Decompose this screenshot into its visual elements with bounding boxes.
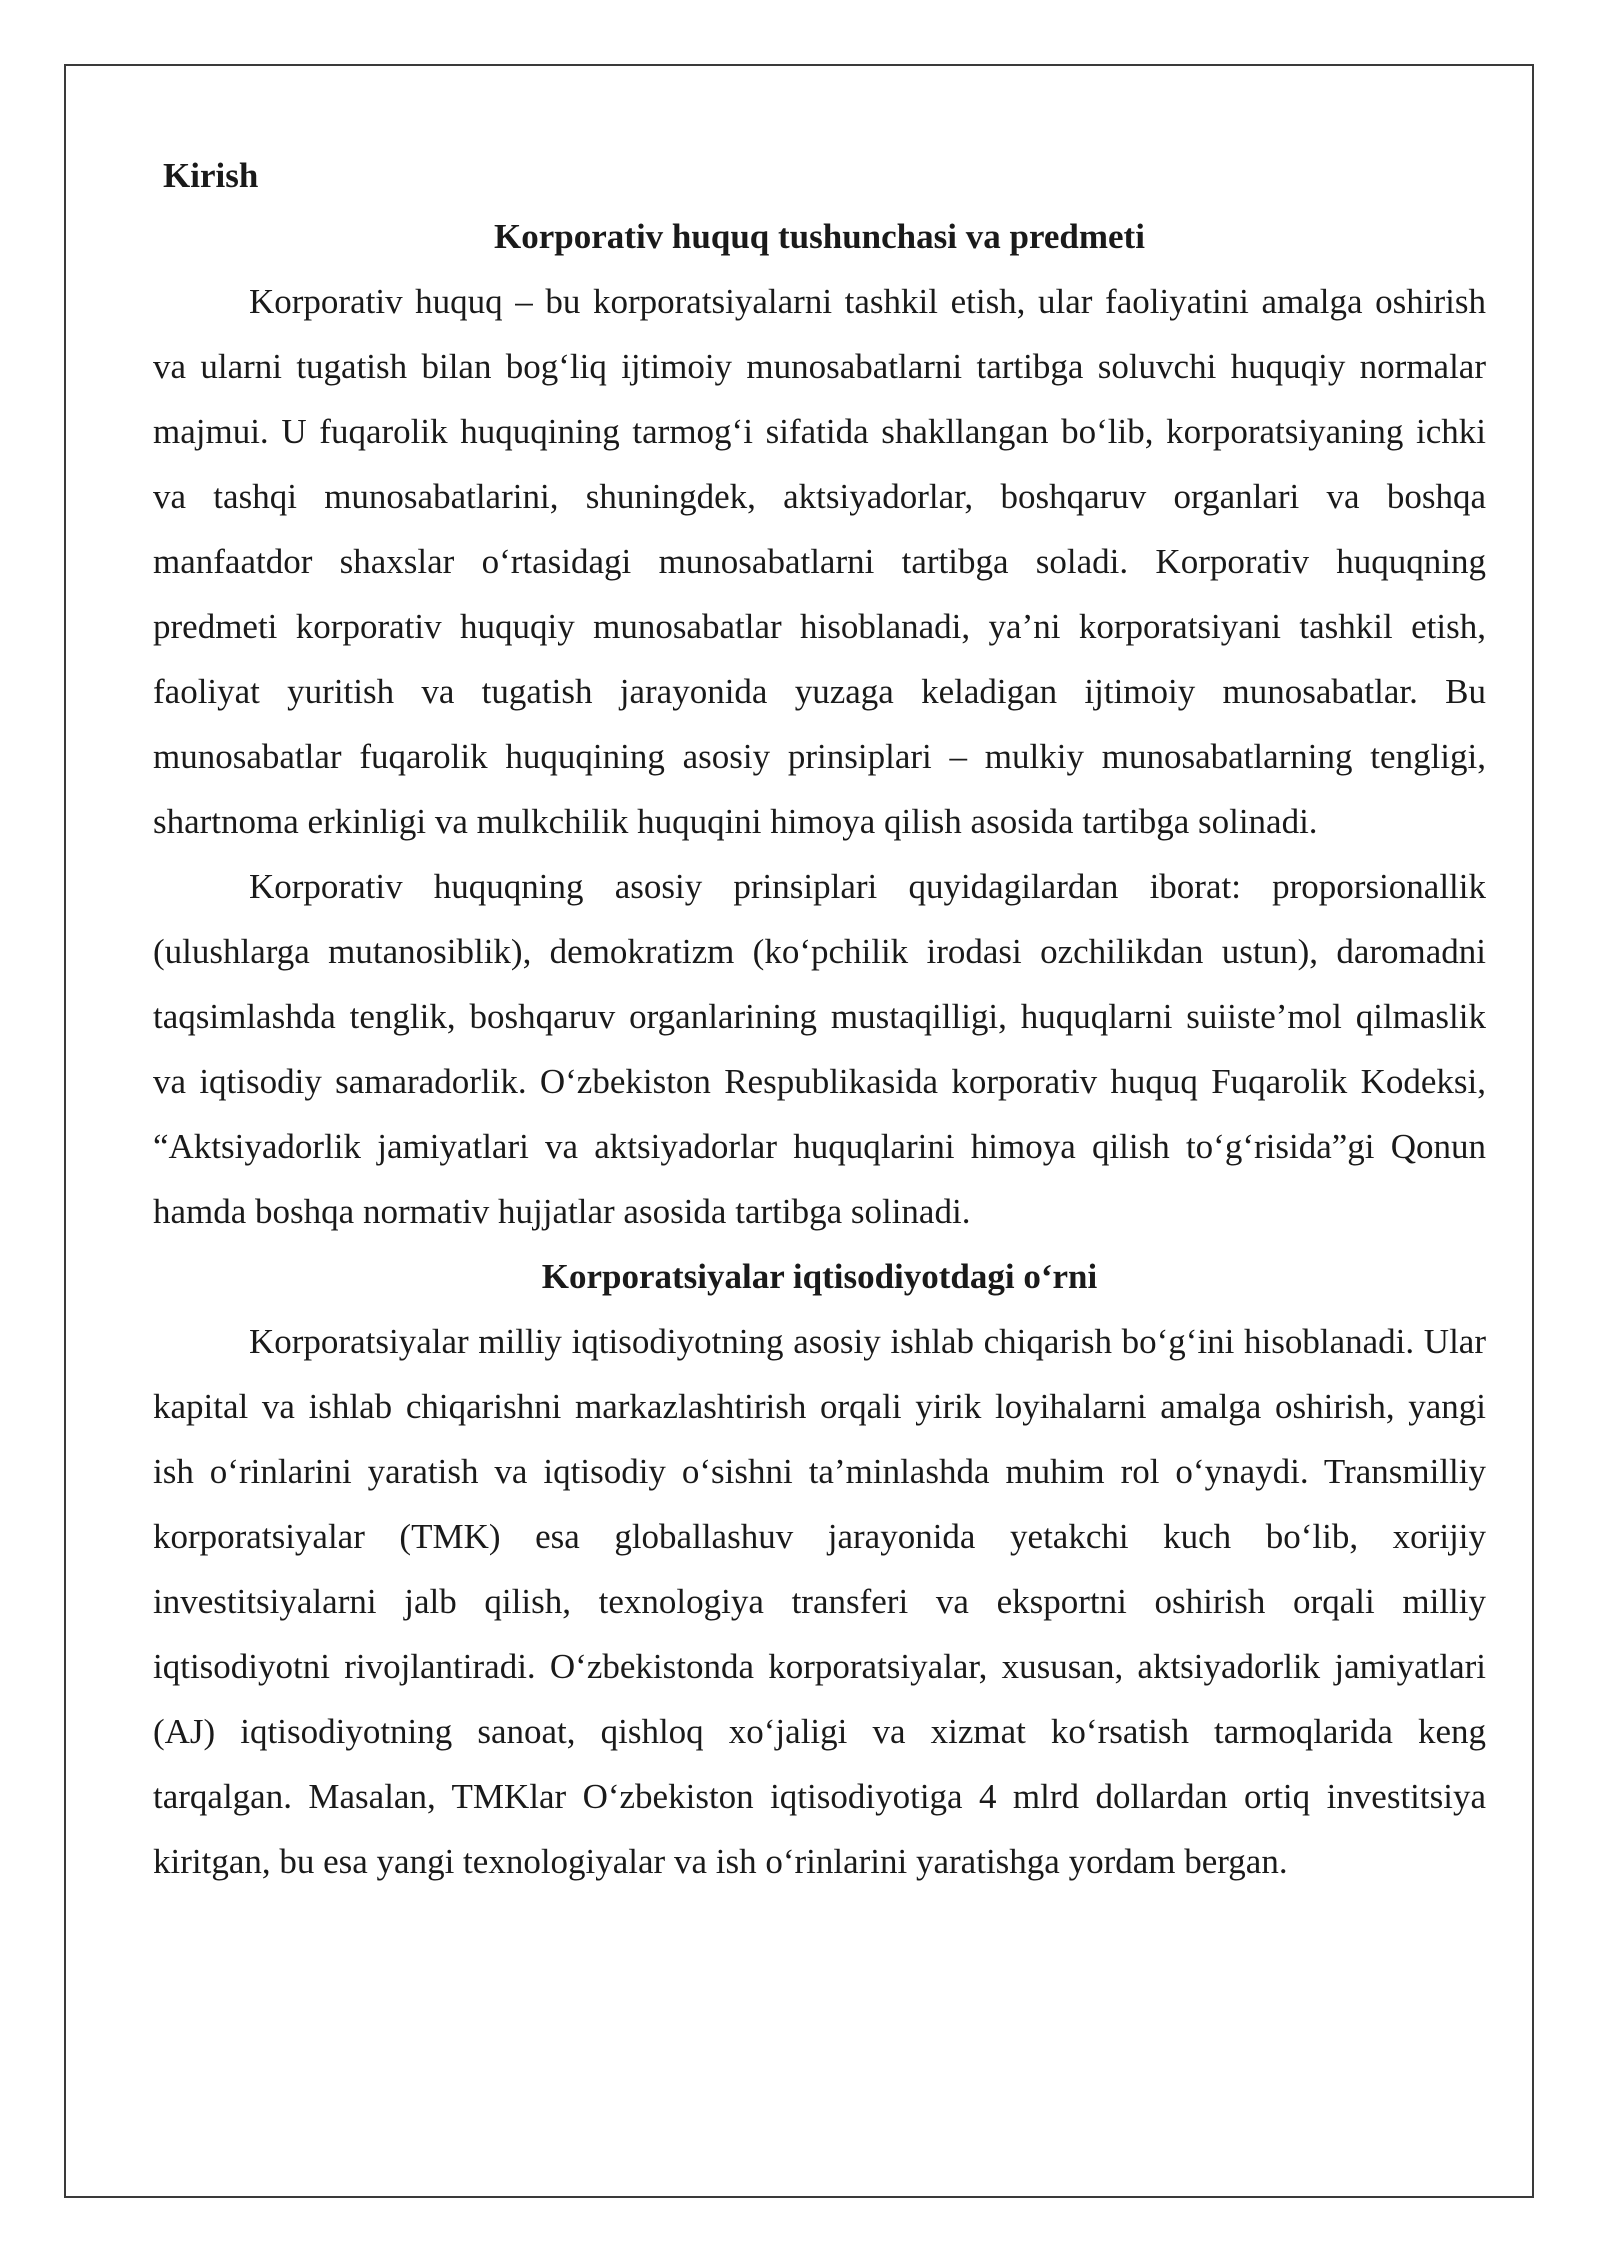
document-body	[153, 148, 1486, 1894]
paragraph-1: Korporativ huquq – bu korporatsiyalarni tashkil etish, ular faoliyatini amalga oshirish va ularni tugatish bilan bog‘liq ijtimoiy munosabatlarni tartibga soluvchi huquqiy normalar majmui. U fuqarolik huquqining tarmog‘i sifatida shakllangan bo‘lib, korporatsiyaning ichki va tashqi munosabatlarini, shuningdek, aktsiyadorlar, boshqaruv organlari va boshqa manfaatdor shaxslar o‘rtasidagi munosabatlarni tartibga soladi. Korporativ huquqning predmeti korporativ huquqiy munosabatlar hisoblanadi, ya’ni korporatsiyani tashkil etish, faoliyat yuritish va tugatish jarayonida yuzaga keladigan ijtimoiy munosabatlar. Bu munosabatlar fuqarolik huquqining asosiy prinsiplari – mulkiy munosabatlarning tengligi, shartnoma erkinligi va mulkchilik huquqini himoya qilish asosida tartibga solinadi.	[153, 282, 1486, 841]
section-title-1: Korporativ huquq tushunchasi va predmeti	[494, 217, 1145, 256]
paragraph-2: Korporativ huquqning asosiy prinsiplari quyidagilardan iborat: proporsionallik (ulushlarga mutanosiblik), demokratizm (ko‘pchilik irodasi ozchilikdan ustun), daromadni taqsimlashda tenglik, boshqaruv organlarining mustaqilligi, huquqlarni suiiste’mol qilmaslik va iqtisodiy samaradorlik. O‘zbekiston Respublikasida korporativ huquq Fuqarolik Kodeksi, “Aktsiyadorlik jamiyatlari va aktsiyadorlar huquqlarini himoya qilish to‘g‘risida”gi Qonun hamda boshqa normativ hujjatlar asosida tartibga solinadi.	[153, 867, 1486, 1231]
intro-heading: Kirish	[163, 156, 259, 195]
section-title-2: Korporatsiyalar iqtisodiyotdagi o‘rni	[541, 1257, 1098, 1296]
paragraph-3: Korporatsiyalar milliy iqtisodiyotning asosiy ishlab chiqarish bo‘g‘ini hisoblanadi. Ular kapital va ishlab chiqarishni markazlashtirish orqali yirik loyihalarni amalga oshirish, yangi ish o‘rinlarini yaratish va iqtisodiy o‘sishni ta’minlashda muhim rol o‘ynaydi. Transmilliy korporatsiyalar (TMK) esa globallashuv jarayonida yetakchi kuch bo‘lib, xorijiy investitsiyalarni jalb qilish, texnologiya transferi va eksportni oshirish orqali milliy iqtisodiyotni rivojlantiradi. O‘zbekistonda korporatsiyalar, xususan, aktsiyadorlik jamiyatlari (AJ) iqtisodiyotning sanoat, qishloq xo‘jaligi va xizmat ko‘rsatish tarmoqlarida keng tarqalgan. Masalan, TMKlar O‘zbekiston iqtisodiyotiga 4 mlrd dollardan ortiq investitsiya kiritgan, bu esa yangi texnologiyalar va ish o‘rinlarini yaratishga yordam bergan.	[153, 1322, 1486, 1881]
